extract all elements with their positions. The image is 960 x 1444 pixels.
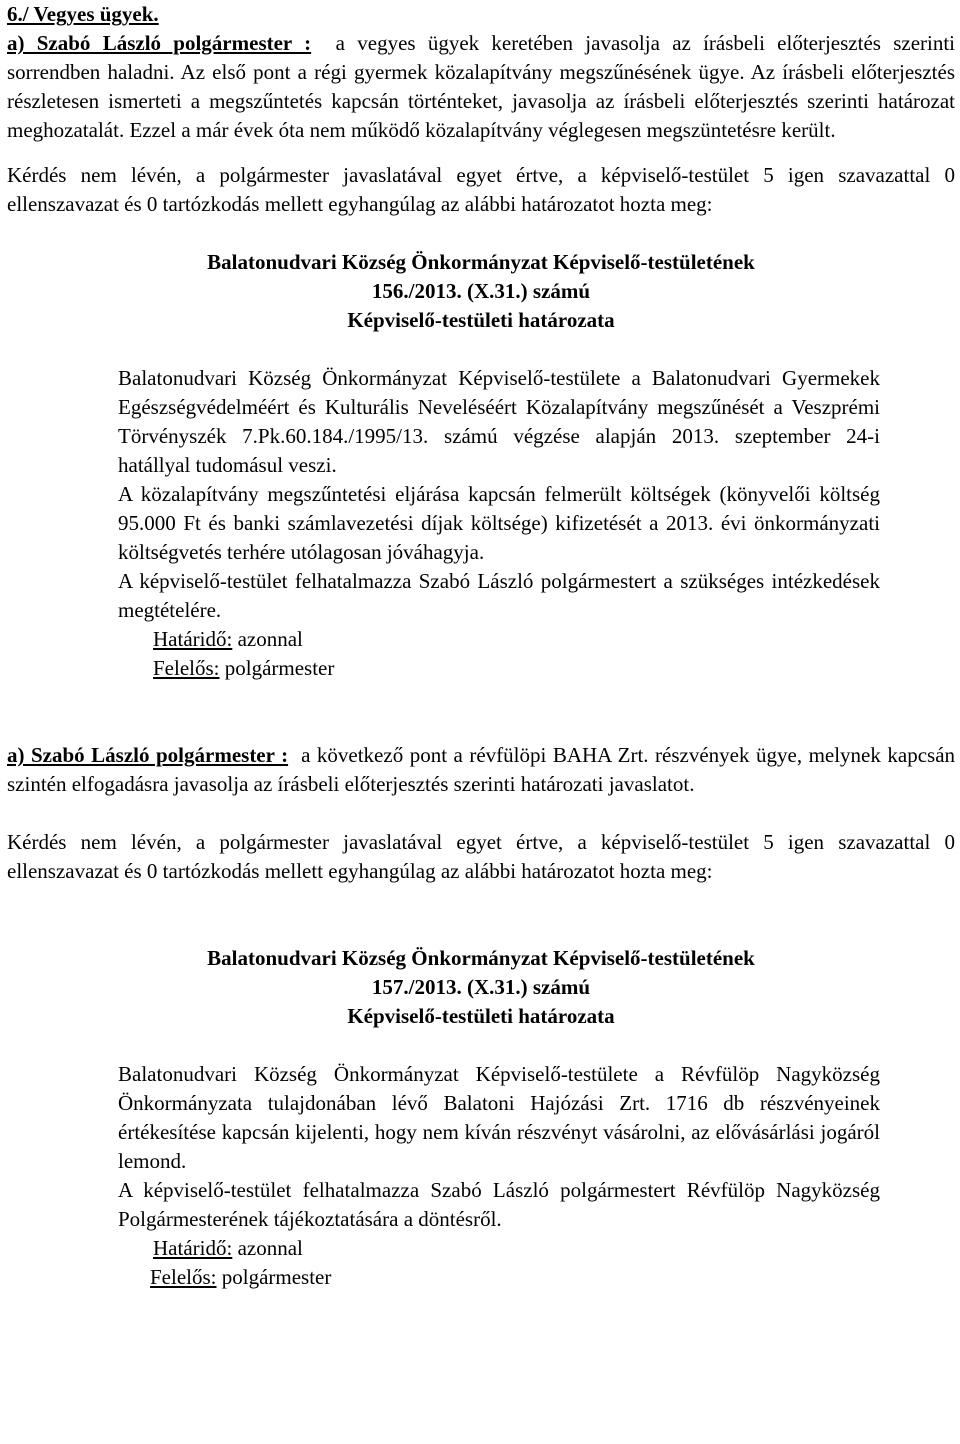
heading-line: Balatonudvari Község Önkormányzat Képviselő-testületének: [207, 946, 755, 970]
responsible-label: Felelős:: [150, 1265, 217, 1289]
speaker-name: a) Szabó László polgármester :: [7, 743, 289, 767]
deadline-value: azonnal: [232, 1236, 303, 1260]
resolution-heading-1: [7, 248, 955, 335]
speaker-text: a vegyes ügyek keretében javasolja az írásbeli előterjesztés szerinti sorrendben haladni. Az első pont a régi gyermek közalapítvány megszűnésének ügye. Az írásbeli előterjesztés részletesen ismerteti a megszűntetés kapcsán történteket, javasolja az írásbeli előterjesztés szerinti határozat meghozatalát. Ezzel a már évek óta nem működő közalapítvány véglegesen megszüntetésre került.: [7, 31, 956, 142]
deadline-label: Határidő:: [153, 627, 233, 651]
responsible-value: polgármester: [216, 1265, 332, 1289]
resolution-paragraph: A közalapítvány megszűntetési eljárása kapcsán felmerült költségek (könyvelői költség 95.000 Ft és banki számlavezetési díjak költsége) kifizetését a 2013. évi önkormányzati költségvetés terhére utólagosan jóváhagyja.: [118, 482, 880, 564]
resolution-paragraph: Balatonudvari Község Önkormányzat Képviselő-testülete a Balatonudvari Gyermekek Egészségvédelméért és Kulturális Neveléséért Közalapítvány megszűnését a Veszprémi Törvényszék 7.Pk.60.184./1995/13. számú végzése alapján 2013. szeptember 24-i hatállyal tudomásul veszi.: [118, 366, 880, 477]
resolution-paragraph: A képviselő-testület felhatalmazza Szabó László polgármestert Révfülöp Nagyközség Polgármesterének tájékoztatására a döntésről.: [118, 1178, 880, 1231]
document-page: [7, 0, 955, 1292]
speaker-name: a) Szabó László polgármester :: [7, 31, 312, 55]
deadline-value: azonnal: [232, 627, 303, 651]
speaker-text: a következő pont a révfülöpi BAHA Zrt. részvények ügye, melynek kapcsán szintén elfogadásra javasolja az írásbeli előterjesztés szerinti határozati javaslatot.: [7, 743, 956, 796]
heading-line: 156./2013. (X.31.) számú: [371, 279, 591, 303]
deadline-line: [153, 1234, 955, 1263]
heading-line: 157./2013. (X.31.) számú: [371, 975, 591, 999]
deadline-label: Határidő:: [153, 1236, 233, 1260]
responsible-line: [150, 1263, 955, 1292]
heading-line: Képviselő-testületi határozata: [347, 308, 615, 332]
responsible-value: polgármester: [219, 656, 335, 680]
resolution-paragraph: Balatonudvari Község Önkormányzat Képviselő-testülete a Révfülöp Nagyközség Önkormányzata tulajdonában lévő Balatoni Hajózási Zrt. 1716 db részvényeinek értékesítése kapcsán kijelenti, hogy nem kíván részvényt vásárolni, az elővásárlási jogáról lemond.: [118, 1062, 880, 1173]
resolution-body-1: [118, 364, 880, 625]
responsible-label: Felelős:: [153, 656, 220, 680]
section-title: 6./ Vegyes ügyek.: [7, 2, 159, 26]
heading-line: Balatonudvari Község Önkormányzat Képviselő-testületének: [207, 250, 755, 274]
vote-paragraph-1: Kérdés nem lévén, a polgármester javaslatával egyet értve, a képviselő-testület 5 igen szavazattal 0 ellenszavazat és 0 tartózkodás mellett egyhangúlag az alábbi határozatot hozta meg:: [7, 163, 955, 216]
deadline-line: [153, 625, 955, 654]
responsible-line: [153, 654, 955, 683]
speaker-paragraph-2: [7, 741, 955, 799]
resolution-heading-2: [7, 944, 955, 1031]
speaker-paragraph-1: [7, 29, 955, 145]
resolution-body-2: [118, 1060, 880, 1234]
heading-line: Képviselő-testületi határozata: [347, 1004, 615, 1028]
resolution-paragraph: A képviselő-testület felhatalmazza Szabó László polgármestert a szükséges intézkedések megtételére.: [118, 569, 880, 622]
vote-paragraph-2: Kérdés nem lévén, a polgármester javaslatával egyet értve, a képviselő-testület 5 igen szavazattal 0 ellenszavazat és 0 tartózkodás mellett egyhangúlag az alábbi határozatot hozta meg:: [7, 830, 955, 883]
